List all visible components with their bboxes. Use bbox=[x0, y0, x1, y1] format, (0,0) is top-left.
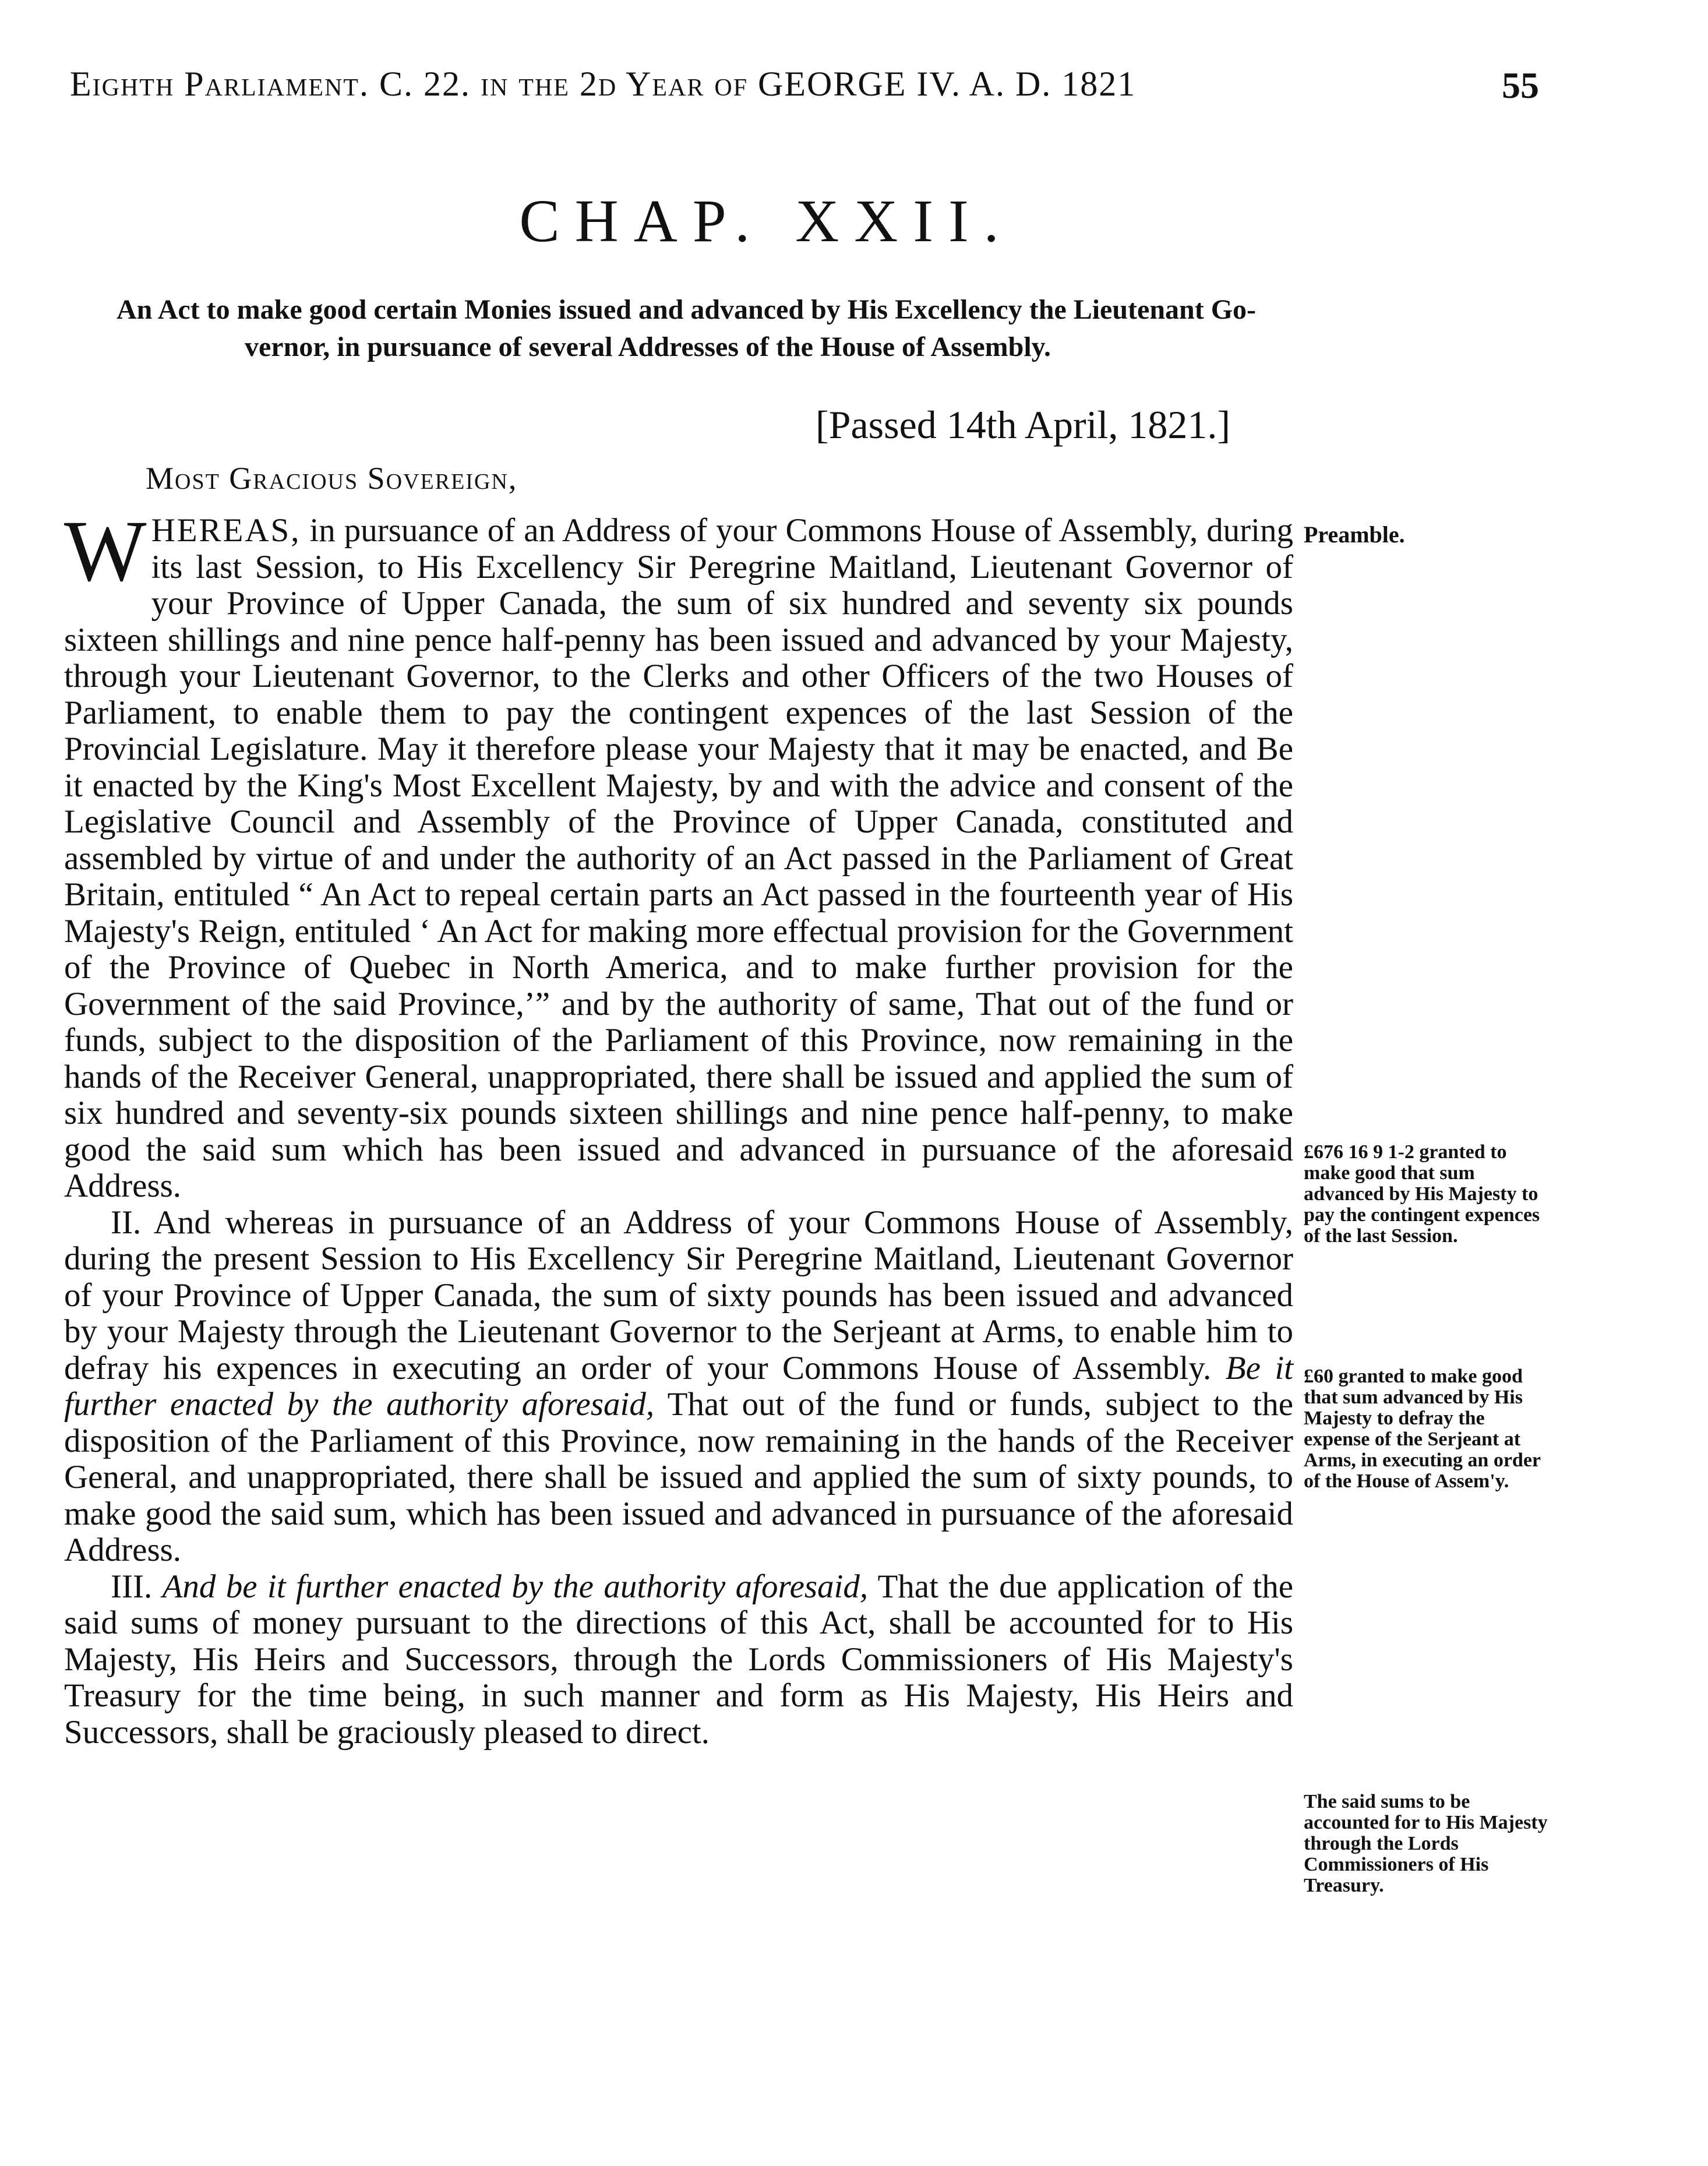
margin-note-section-1: £676 16 9 1-2 granted to make good that sum advanced by His Majesty to pay the contingent expences of the last Session. bbox=[1304, 1141, 1540, 1247]
section-3-rest: That the due application of the said sums of money pursuant to the directions of this Act, shall be accounted for to His Majesty, His Heirs and Successors, through the Lords Commissioners of His Majesty's Treasury for the time being, in such manner and form as His Majesty, His Heirs and Successors, shall be graciously pleased to direct. bbox=[64, 1568, 1293, 1751]
section-3-paragraph bbox=[64, 1569, 1293, 1751]
passed-date: [Passed 14th April, 1821.] bbox=[816, 403, 1231, 447]
act-body bbox=[64, 503, 1294, 1751]
act-title bbox=[117, 291, 1282, 366]
section-2-paragraph bbox=[64, 1205, 1293, 1569]
chapter-title: CHAP. XXII. bbox=[519, 188, 1014, 255]
section-2-text: II. And whereas in pursuance of an Address of your Commons House of Assembly, during the present Session to His Excellency Sir Peregrine Maitland, Lieutenant Governor of your Province of Upper Canada, the sum of sixty pounds has been issued and advanced by your Majesty through the Lieutenant Governor to the Serjeant at Arms, to enable him to defray his expences in executing an order of your Commons House of Assembly. bbox=[64, 1204, 1293, 1387]
preamble-paragraph bbox=[64, 503, 1293, 1205]
preamble-text: in pursuance of an Address of your Commons House of Assembly, during its last Session, to His Excellency Sir Peregrine Maitland, Lieutenant Governor of your Province of Upper Canada, the sum of six hundred and seventy six pounds sixteen shillings and nine pence half-penny has been issued and advanced by your Majesty, through your Lieutenant Governor, to the Clerks and other Officers of the two Houses of Parliament, to enable them to pay the contingent expences of the last Session of the Provincial Legislature. May it therefore please your Majesty that it may be enacted, and Be it enacted by the King's Most Excellent Majesty, by and with the advice and consent of the Legislative Council and Assembly of the Province of Upper Canada, constituted and assembled by virtue of and under the authority of an Act passed in the Parliament of Great Britain, entituled “ An Act to repeal certain parts an Act passed in the fourteenth year of His Majesty's Reign, entituled ‘ An Act for making more effectual provision for the Government of the Province of Quebec in North America, and to make further provision for the Government of the said Province,’” and by the authority of same, That out of the fund or funds, subject to the disposition of the Parliament of this Province, now remaining in the hands of the Receiver General, unappropriated, there shall be issued and applied the sum of six hundred and seventy-six pounds sixteen shillings and nine pence half-penny, to make good the said sum which has been issued and advanced in pursuance of the aforesaid Address. bbox=[64, 512, 1293, 1204]
page-number: 55 bbox=[1502, 65, 1539, 106]
running-header: Eighth Parliament. C. 22. in the 2d Year of GEORGE IV. A. D. 1821 bbox=[70, 65, 1137, 103]
section-2-rest: That out of the fund or funds, subject to the disposition of the Parliament of this Province, now remaining in the hands of the Receiver General, and unappropriated, there shall be issued and applied the sum of sixty pounds, to make good the said sum, which has been issued and advanced in pursuance of the aforesaid Address. bbox=[64, 1386, 1294, 1568]
section-2-enacting-clause: Be it further enacted by the authority aforesaid, bbox=[64, 1349, 1293, 1423]
act-title-line-1: An Act to make good certain Monies issued and advanced by His Excellency the Lieutenant Go- bbox=[117, 294, 1257, 325]
section-3-number: III. bbox=[111, 1568, 163, 1605]
salutation: Most Gracious Sovereign, bbox=[146, 461, 518, 496]
section-3-enacting-clause: And be it further enacted by the authority aforesaid, bbox=[162, 1568, 869, 1605]
act-title-line-2: vernor, in pursuance of several Addresses of the House of Assembly. bbox=[245, 331, 1051, 362]
margin-note-preamble: Preamble. bbox=[1304, 521, 1405, 548]
preamble-opening-caps: HEREAS, bbox=[151, 512, 301, 549]
margin-note-section-2: £60 granted to make good that sum advanced by His Majesty to defray the expense of the Serjeant at Arms, in executing an order of the House of Assem'y. bbox=[1304, 1366, 1541, 1492]
drop-cap: W bbox=[64, 503, 147, 599]
margin-note-section-3: The said sums to be accounted for to His Majesty through the Lords Commissioners of His Treasury. bbox=[1304, 1791, 1548, 1896]
